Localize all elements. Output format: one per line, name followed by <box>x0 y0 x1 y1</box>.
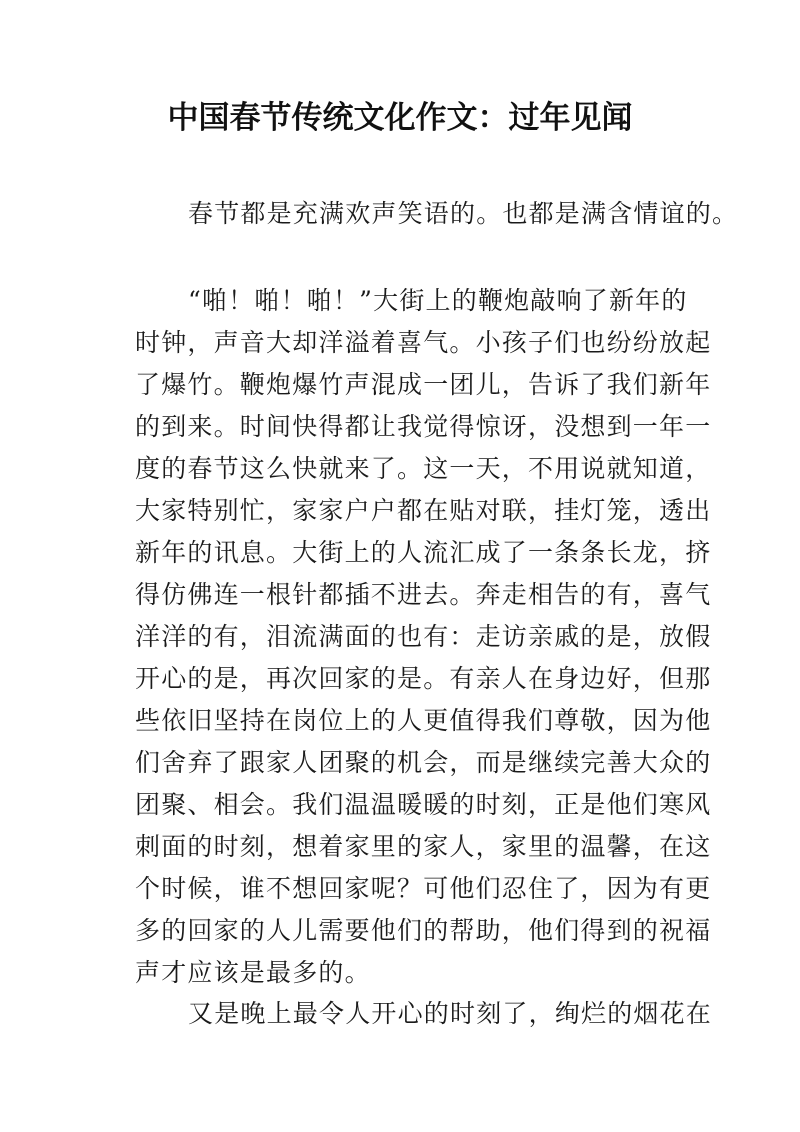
paragraph-line: 大家特别忙，家家户户都在贴对联，挂灯笼，透出 <box>135 496 712 525</box>
paragraph-line: 开心的是，再次回家的是。有亲人在身边好，但那 <box>135 664 712 693</box>
paragraph-line: 新年的讯息。大街上的人流汇成了一条条长龙，挤 <box>135 538 712 567</box>
paragraph-line: 个时候，谁不想回家呢？可他们忍住了，因为有更 <box>135 874 712 903</box>
paragraph-line: 们舍弃了跟家人团聚的机会，而是继续完善大众的 <box>135 748 712 777</box>
paragraph-line: 多的回家的人儿需要他们的帮助，他们得到的祝福 <box>135 916 712 945</box>
paragraph-line: 又是晚上最令人开心的时刻了，绚烂的烟花在 <box>188 999 713 1028</box>
paragraph-line: 得仿佛连一根针都插不进去。奔走相告的有，喜气 <box>135 580 712 609</box>
paragraph-3 <box>135 993 713 1035</box>
paragraph-line: 些依旧坚持在岗位上的人更值得我们尊敬，因为他 <box>135 706 712 735</box>
paragraph-line: 度的春节这么快就来了。这一天，不用说就知道， <box>135 454 712 483</box>
paragraph-line: “啪！啪！啪！”大街上的鞭炮敲响了新年的 <box>188 286 688 315</box>
paragraph-2 <box>135 280 712 994</box>
paragraph-1 <box>135 193 739 235</box>
paragraph-line: 声才应该是最多的。 <box>135 958 371 987</box>
paragraph-line: 的到来。时间快得都让我觉得惊讶，没想到一年一 <box>135 412 712 441</box>
paragraph-line: 了爆竹。鞭炮爆竹声混成一团儿，告诉了我们新年 <box>135 370 712 399</box>
document-title: 中国春节传统文化作文：过年见闻 <box>167 100 633 136</box>
paragraph-line: 时钟，声音大却洋溢着喜气。小孩子们也纷纷放起 <box>135 328 712 357</box>
paragraph-line: 团聚、相会。我们温温暖暖的时刻，正是他们寒风 <box>135 790 712 819</box>
paragraph-line: 刺面的时刻，想着家里的家人，家里的温馨，在这 <box>135 832 712 861</box>
paragraph-line: 春节都是充满欢声笑语的。也都是满含情谊的。 <box>188 199 739 228</box>
paragraph-line: 洋洋的有，泪流满面的也有：走访亲戚的是，放假 <box>135 622 712 651</box>
